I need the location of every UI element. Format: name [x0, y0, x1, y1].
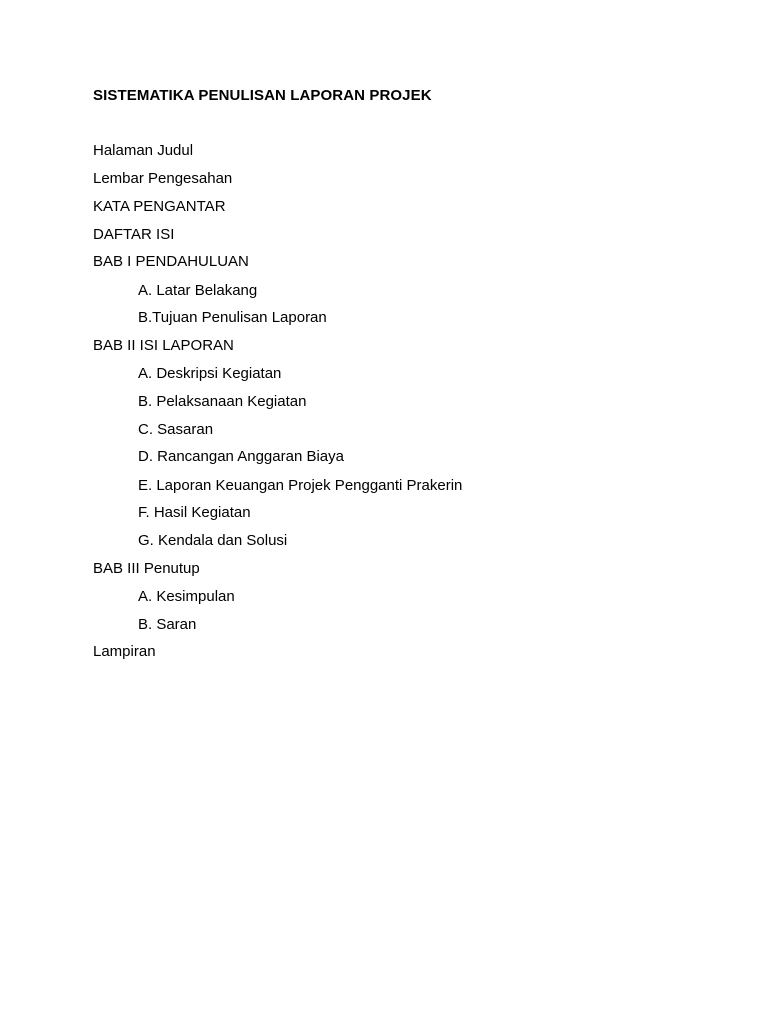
document-title: SISTEMATIKA PENULISAN LAPORAN PROJEK [93, 87, 432, 104]
toc-subitem-latar-belakang: A. Latar Belakang [138, 282, 258, 299]
toc-subitem-kesimpulan: A. Kesimpulan [138, 588, 235, 605]
toc-item-kata-pengantar: KATA PENGANTAR [93, 198, 226, 215]
toc-subitem-rancangan-anggaran: D. Rancangan Anggaran Biaya [138, 448, 344, 465]
toc-subitem-kendala-solusi: G. Kendala dan Solusi [138, 532, 288, 549]
toc-item-lembar-pengesahan: Lembar Pengesahan [93, 170, 233, 187]
toc-subitem-tujuan-penulisan: B.Tujuan Penulisan Laporan [138, 309, 327, 326]
toc-item-halaman-judul: Halaman Judul [93, 142, 194, 159]
toc-subitem-pelaksanaan-kegiatan: B. Pelaksanaan Kegiatan [138, 393, 307, 410]
toc-chapter-bab-iii: BAB III Penutup [93, 560, 200, 577]
toc-subitem-deskripsi-kegiatan: A. Deskripsi Kegiatan [138, 365, 282, 382]
toc-subitem-sasaran: C. Sasaran [138, 421, 214, 438]
toc-subitem-hasil-kegiatan: F. Hasil Kegiatan [138, 504, 251, 521]
toc-item-lampiran: Lampiran [93, 643, 156, 660]
toc-subitem-laporan-keuangan: E. Laporan Keuangan Projek Pengganti Prakerin [138, 477, 463, 494]
toc-chapter-bab-i: BAB I PENDAHULUAN [93, 253, 249, 270]
toc-subitem-saran: B. Saran [138, 616, 197, 633]
toc-item-daftar-isi: DAFTAR ISI [93, 226, 175, 243]
toc-chapter-bab-ii: BAB II ISI LAPORAN [93, 337, 234, 354]
